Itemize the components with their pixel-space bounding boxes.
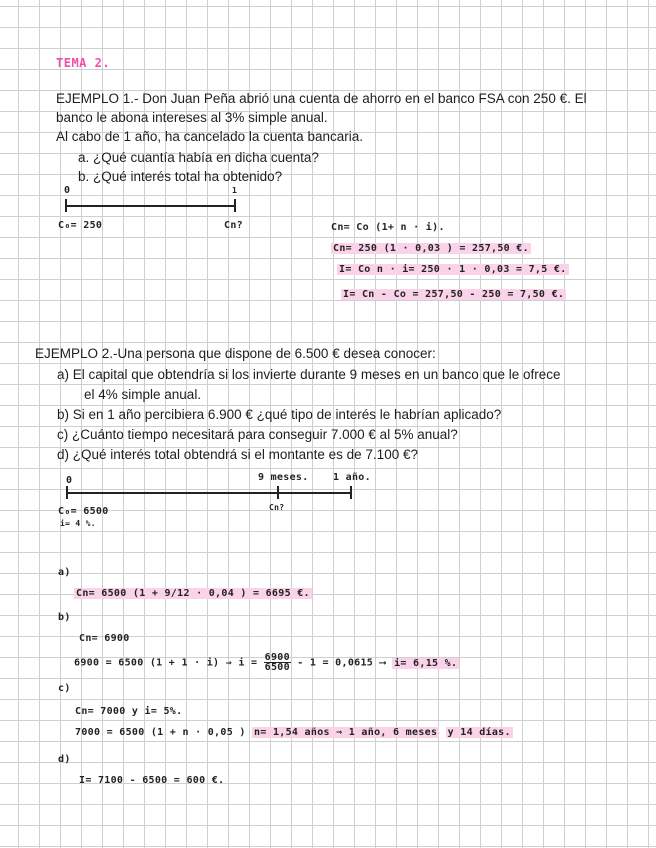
- answer-b-label: b): [58, 612, 71, 623]
- answer-b-cn: Cn= 6900: [79, 633, 130, 644]
- answer-c-result-days: y 14 días.: [447, 727, 511, 738]
- timeline2-label-9months: 9 meses.: [258, 472, 309, 483]
- timeline1-final-capital: Cn?: [224, 220, 243, 231]
- example1-question-b: b. ¿Qué interés total ha obtenido?: [78, 169, 283, 184]
- formula1-interest-a: [337, 264, 569, 275]
- answer-c-equation: [75, 727, 513, 738]
- timeline1-axis: [65, 205, 235, 207]
- timeline2-axis: [66, 492, 351, 494]
- formula1-interest-a-text: I= Co n · i= 250 · 1 · 0,03 = 7,5 €.: [339, 264, 567, 275]
- answer-d-label: d): [58, 754, 71, 765]
- answer-c-givens: Cn= 7000 y i= 5%.: [75, 706, 183, 717]
- answer-c-equation-text: 7000 = 6500 (1 + n · 0,05 ): [75, 727, 246, 738]
- timeline1-label-start: 0: [64, 185, 71, 196]
- timeline1-initial-capital: C₀= 250: [58, 220, 103, 231]
- formula1-interest-b-text: I= Cn - Co = 257,50 - 250 = 7,50 €.: [343, 289, 565, 300]
- answer-b-arrow-icon: ⟶: [379, 657, 386, 669]
- answer-b-result: i= 6,15 %.: [394, 657, 458, 669]
- answer-b-fraction-num: 6900: [264, 652, 290, 663]
- timeline2-tick-9months: [277, 486, 279, 499]
- example2-question-b: b) Si en 1 año percibiera 6.900 € ¿qué tipo de interés le habrían aplicado?: [57, 407, 502, 422]
- example1-line2: banco le abona intereses al 3% simple anual.: [56, 110, 328, 125]
- timeline1-tick-end: [234, 199, 236, 212]
- example2-question-c: c) ¿Cuánto tiempo necesitará para conseguir 7.000 € al 5% anual?: [57, 427, 458, 442]
- timeline2-tick-start: [66, 486, 68, 499]
- answer-a-formula-text: Cn= 6500 (1 + 9/12 · 0,04 ) = 6695 €.: [76, 588, 310, 599]
- answer-c-label: c): [58, 683, 71, 694]
- timeline2-tick-1year: [350, 486, 352, 499]
- answer-b-fraction: [264, 653, 291, 672]
- timeline2-label-start: 0: [66, 475, 73, 486]
- timeline2-rate: i= 4 %.: [60, 519, 96, 528]
- formula1-general: Cn= Co (1+ n · i).: [331, 222, 445, 233]
- answer-b-equation: [74, 653, 459, 672]
- answer-b-equation-left: 6900 = 6500 (1 + 1 · i) ⇒ i =: [74, 657, 258, 669]
- example1-question-a: a. ¿Qué cuantía había en dicha cuenta?: [78, 150, 319, 165]
- answer-a-formula: [74, 588, 312, 599]
- example1-line1: EJEMPLO 1.- Don Juan Peña abrió una cuenta de ahorro en el banco FSA con 250 €. El: [56, 91, 587, 106]
- topic-title: TEMA 2.: [56, 56, 111, 70]
- formula1-cn: [331, 243, 531, 254]
- answer-a-label: a): [58, 567, 71, 578]
- timeline2-final-capital: Cn?: [269, 503, 285, 512]
- example2-question-a1: a) El capital que obtendría si los invierte durante 9 meses en un banco que le ofrece: [57, 367, 561, 382]
- answer-d-formula: I= 7100 - 6500 = 600 €.: [79, 775, 225, 786]
- example2-question-a2: el 4% simple anual.: [84, 387, 202, 402]
- example2-intro: EJEMPLO 2.-Una persona que dispone de 6.500 € desea conocer:: [35, 346, 436, 361]
- example2-question-d: d) ¿Qué interés total obtendrá si el montante es de 7.100 €?: [57, 447, 418, 462]
- answer-c-result: n= 1,54 años ⇒ 1 año, 6 meses: [253, 727, 438, 738]
- formula1-cn-text: Cn= 250 (1 · 0,03 ) = 257,50 €.: [333, 243, 529, 254]
- timeline1-label-end: 1: [232, 186, 238, 195]
- timeline1-tick-start: [65, 199, 67, 212]
- timeline2-initial-capital: C₀= 6500: [58, 506, 109, 517]
- answer-b-fraction-den: 6500: [264, 662, 290, 673]
- example1-line3: Al cabo de 1 año, ha cancelado la cuenta bancaria.: [56, 129, 363, 144]
- timeline2-label-1year: 1 año.: [333, 472, 371, 483]
- answer-b-equation-right: - 1 = 0,0615: [297, 657, 374, 669]
- formula1-interest-b: [341, 289, 566, 300]
